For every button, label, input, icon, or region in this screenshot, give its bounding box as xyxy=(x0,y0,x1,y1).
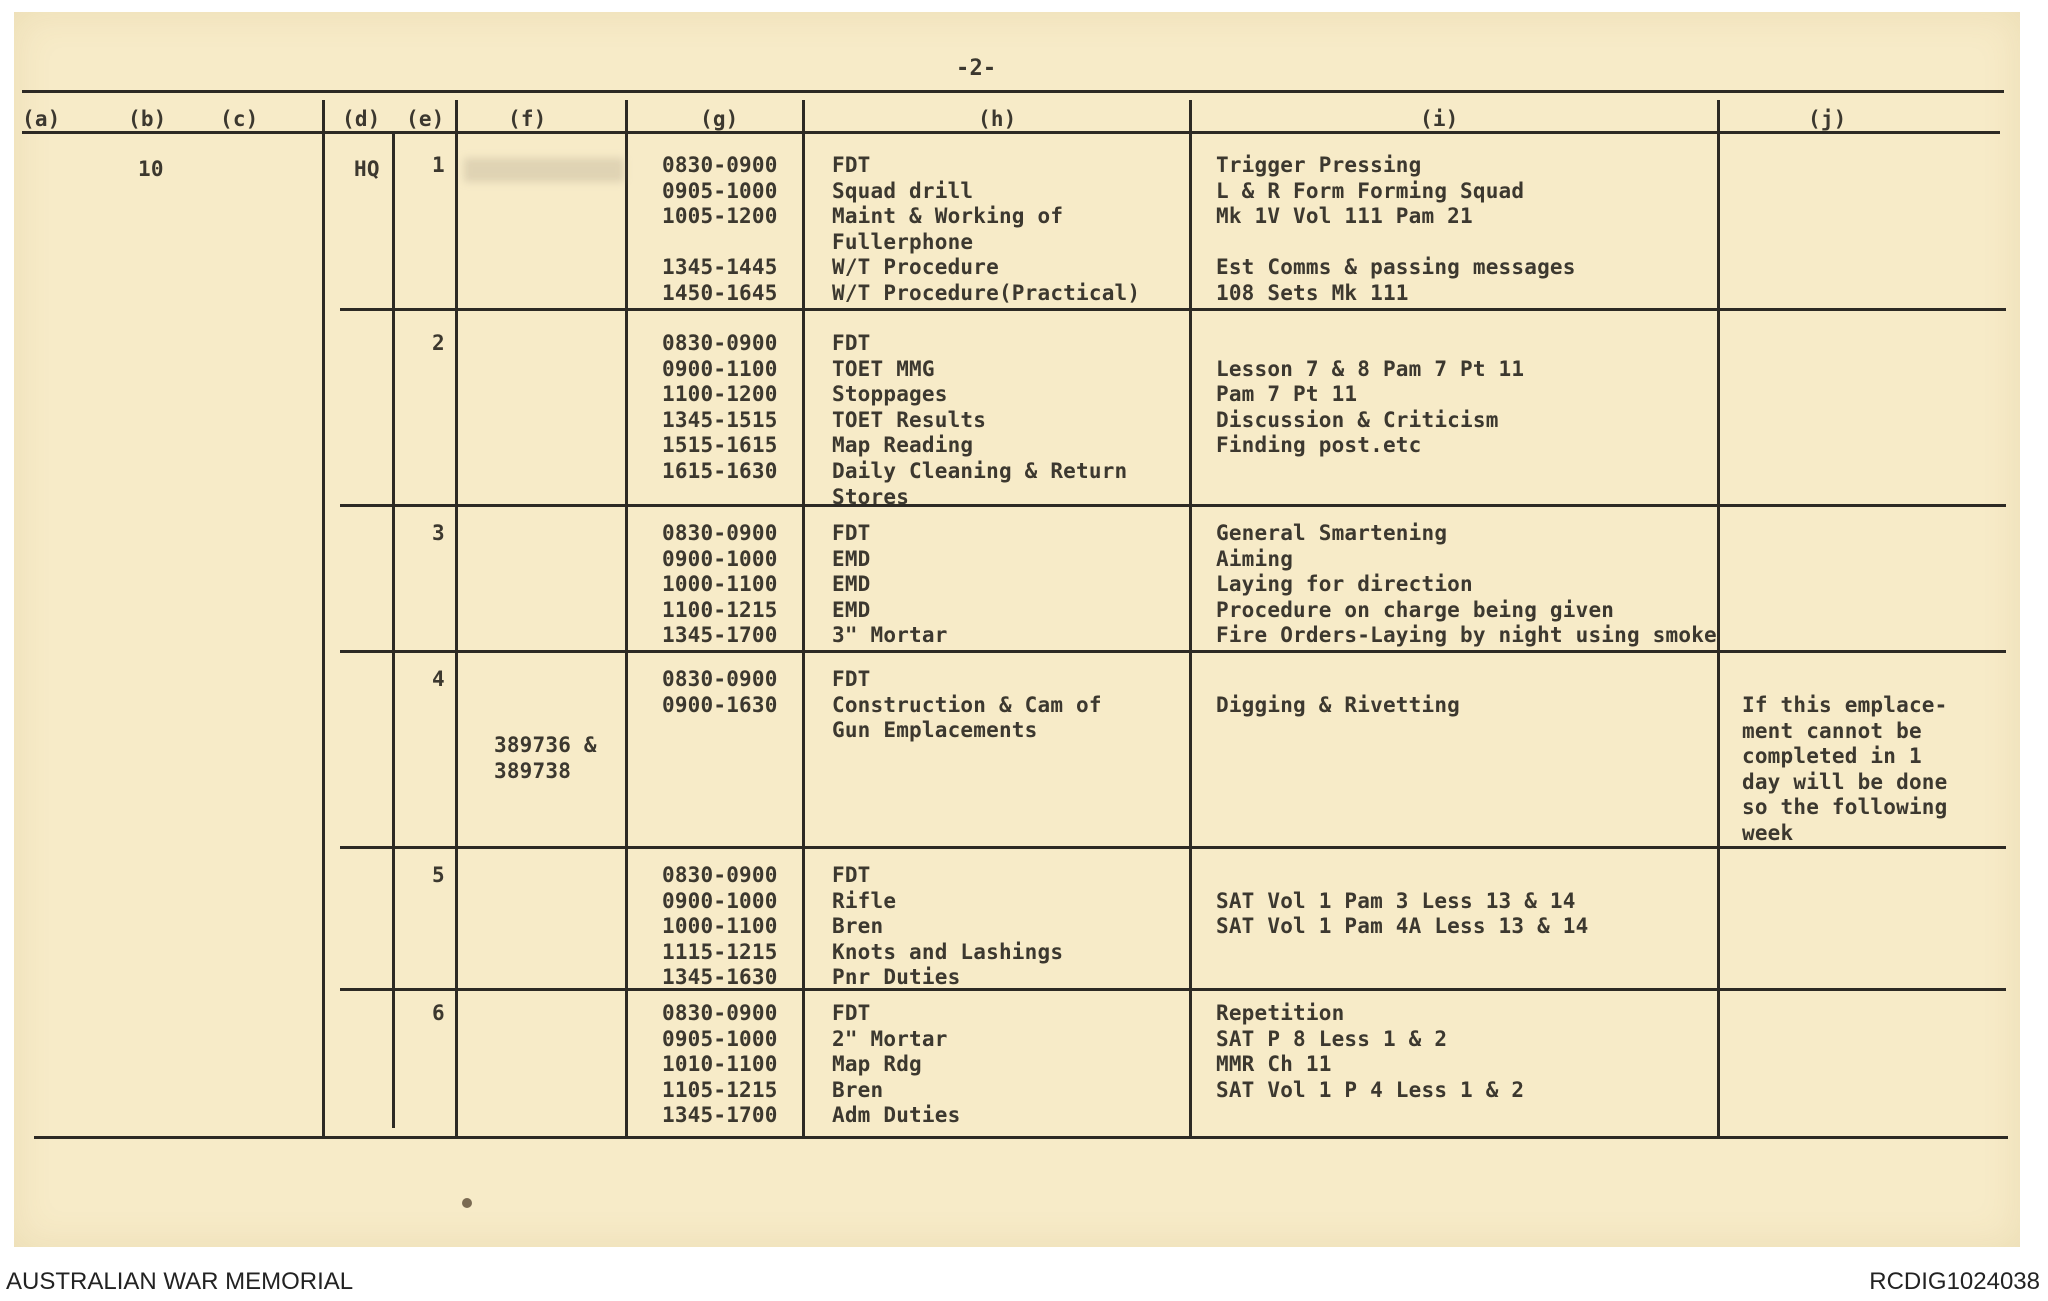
cell-g-time: 0830-0900 xyxy=(662,521,778,545)
cell-j-remark: so the following xyxy=(1742,795,1948,820)
cell-i-reference: Finding post.etc xyxy=(1216,433,1422,458)
cell-h-subject: Pnr Duties xyxy=(832,965,961,990)
cell-i-reference: MMR Ch 11 xyxy=(1216,1052,1332,1077)
cell-h-subject: Adm Duties xyxy=(832,1103,961,1128)
table-bottom-rule xyxy=(34,1136,2008,1139)
cell-e-day-3: 3 xyxy=(432,521,445,545)
cell-i-reference: Aiming xyxy=(1216,546,1294,571)
cell-h-subject: FDT xyxy=(832,863,871,887)
col-rule-f-g xyxy=(625,100,628,1138)
cell-g-time: 1010-1100 xyxy=(662,1052,778,1077)
cell-h-subject: FDT xyxy=(832,331,871,355)
cell-g-time: 1345-1700 xyxy=(662,1103,778,1128)
cell-h-subject: Bren xyxy=(832,914,884,939)
cell-i-reference: Discussion & Criticism xyxy=(1216,407,1499,432)
cell-e-day-2: 2 xyxy=(432,331,445,355)
cell-h-subject: Bren xyxy=(832,1077,884,1102)
header-top-rule xyxy=(22,90,2004,93)
cell-j-remark: week xyxy=(1742,821,1794,845)
col-rule-h-i xyxy=(1189,100,1192,1138)
cell-g-time: 1105-1215 xyxy=(662,1077,778,1102)
cell-j-remark: completed in 1 xyxy=(1742,744,1922,769)
cell-g-time: 0900-1000 xyxy=(662,888,778,913)
day-separator-4 xyxy=(340,846,2006,849)
cell-g-time: 1005-1200 xyxy=(662,204,778,229)
cell-g-time: 1000-1100 xyxy=(662,572,778,597)
column-header-c: (c) xyxy=(220,107,259,131)
cell-g-time: 1450-1645 xyxy=(662,281,778,305)
cell-e-day-1: 1 xyxy=(432,153,445,177)
cell-g-time: 1115-1215 xyxy=(662,939,778,964)
cell-h-subject: W/T Procedure xyxy=(832,255,999,280)
cell-h-subject: Knots and Lashings xyxy=(832,939,1064,964)
cell-g-time: 0905-1000 xyxy=(662,1026,778,1051)
cell-h-subject: FDT xyxy=(832,1001,871,1025)
cell-h-subject: Squad drill xyxy=(832,178,974,203)
cell-i-reference: Mk 1V Vol 111 Pam 21 xyxy=(1216,204,1473,229)
cell-i-reference: SAT Vol 1 Pam 3 Less 13 & 14 xyxy=(1216,888,1576,913)
cell-i-reference: Fire Orders-Laying by night using smoke xyxy=(1216,623,1717,648)
cell-h-subject: EMD xyxy=(832,597,871,622)
cell-i-reference: General Smartening xyxy=(1216,521,1448,545)
cell-h-subject: W/T Procedure(Practical) xyxy=(832,281,1141,305)
footer-archive: AUSTRALIAN WAR MEMORIAL xyxy=(6,1268,354,1295)
cell-g-time: 0900-1100 xyxy=(662,356,778,381)
cell-h-subject: 3" Mortar xyxy=(832,623,948,648)
cell-g-time: 0830-0900 xyxy=(662,331,778,355)
redacted-mark xyxy=(464,158,624,182)
cell-i-reference: Repetition xyxy=(1216,1001,1345,1025)
cell-i-reference: Est Comms & passing messages xyxy=(1216,255,1576,280)
cell-g-time: 1345-1515 xyxy=(662,407,778,432)
cell-e-day-6: 6 xyxy=(432,1001,445,1025)
cell-f-line: 389738 xyxy=(494,758,572,783)
column-header-g: (g) xyxy=(700,107,739,131)
page-number: -2- xyxy=(956,56,997,81)
cell-i-reference: SAT P 8 Less 1 & 2 xyxy=(1216,1026,1448,1051)
day-separator-2 xyxy=(340,504,2006,507)
cell-i-reference: 108 Sets Mk 111 xyxy=(1216,281,1409,305)
col-rule-e-f xyxy=(455,100,458,1138)
day-separator-3 xyxy=(340,650,2006,653)
cell-i-reference: SAT Vol 1 Pam 4A Less 13 & 14 xyxy=(1216,914,1589,939)
cell-h-subject: FDT xyxy=(832,153,871,177)
cell-h-subject: Construction & Cam of xyxy=(832,692,1102,717)
cell-e-day-4: 4 xyxy=(432,667,445,691)
column-header-b: (b) xyxy=(128,107,167,131)
cell-i-reference: Pam 7 Pt 11 xyxy=(1216,382,1358,407)
cell-h-subject: EMD xyxy=(832,572,871,597)
cell-h-subject: FDT xyxy=(832,521,871,545)
paper-blemish xyxy=(462,1198,472,1208)
col-rule-g-h xyxy=(802,100,805,1138)
cell-g-time: 1345-1445 xyxy=(662,255,778,280)
cell-g-time: 0900-1000 xyxy=(662,546,778,571)
column-header-e: (e) xyxy=(406,107,445,131)
col-rule-i-j xyxy=(1717,100,1720,1138)
cell-h-subject: Gun Emplacements xyxy=(832,718,1038,743)
cell-j-remark: day will be done xyxy=(1742,769,1948,794)
cell-h-subject: FDT xyxy=(832,667,871,691)
cell-g-time: 0900-1630 xyxy=(662,692,778,717)
cell-h-subject: Daily Cleaning & Return xyxy=(832,459,1128,483)
cell-h-subject: Map Rdg xyxy=(832,1052,922,1077)
cell-h-subject: Stores xyxy=(832,484,910,509)
cell-h-subject: 2" Mortar xyxy=(832,1026,948,1051)
column-header-j: (j) xyxy=(1808,107,1847,131)
column-header-a: (a) xyxy=(22,107,61,131)
cell-g-time: 0830-0900 xyxy=(662,1001,778,1025)
cell-i-reference: SAT Vol 1 P 4 Less 1 & 2 xyxy=(1216,1077,1525,1102)
day-separator-5 xyxy=(340,988,2006,991)
column-header-h: (h) xyxy=(978,107,1017,131)
cell-g-time: 1100-1200 xyxy=(662,382,778,407)
cell-g-time: 0830-0900 xyxy=(662,863,778,887)
cell-i-reference: Trigger Pressing xyxy=(1216,153,1422,177)
column-header-d: (d) xyxy=(342,107,381,131)
cell-g-time: 1615-1630 xyxy=(662,459,778,483)
footer-record-id: RCDIG1024038 xyxy=(1869,1268,2040,1295)
cell-h-subject: Rifle xyxy=(832,888,897,913)
cell-i-reference: Procedure on charge being given xyxy=(1216,597,1615,622)
cell-h-subject: EMD xyxy=(832,546,871,571)
cell-i-reference: Digging & Rivetting xyxy=(1216,692,1461,717)
cell-h-subject: TOET Results xyxy=(832,407,987,432)
cell-e-day-5: 5 xyxy=(432,863,445,887)
cell-g-time: 1345-1630 xyxy=(662,965,778,990)
col-rule-d-e xyxy=(392,132,395,1128)
cell-h-subject: TOET MMG xyxy=(832,356,935,381)
cell-h-subject: Map Reading xyxy=(832,433,974,458)
cell-i-reference: Laying for direction xyxy=(1216,572,1473,597)
cell-j-remark: If this emplace- xyxy=(1742,693,1948,717)
cell-b: 10 xyxy=(138,157,164,181)
cell-i-reference: L & R Form Forming Squad xyxy=(1216,178,1525,203)
cell-g-time: 1000-1100 xyxy=(662,914,778,939)
column-header-i: (i) xyxy=(1420,107,1459,131)
cell-g-time: 0830-0900 xyxy=(662,667,778,691)
cell-i-reference: Lesson 7 & 8 Pam 7 Pt 11 xyxy=(1216,356,1525,381)
cell-g-time: 0905-1000 xyxy=(662,178,778,203)
cell-f-line: 389736 & xyxy=(494,733,597,757)
cell-d: HQ xyxy=(354,157,380,181)
cell-g-time: 1515-1615 xyxy=(662,433,778,458)
cell-h-subject: Fullerphone xyxy=(832,229,974,254)
cell-g-time: 1100-1215 xyxy=(662,597,778,622)
day-separator-1 xyxy=(340,308,2006,311)
cell-g-time: 1345-1700 xyxy=(662,623,778,648)
cell-h-subject: Stoppages xyxy=(832,382,948,407)
col-rule-c-d xyxy=(322,100,325,1138)
cell-g-time: 0830-0900 xyxy=(662,153,778,177)
column-header-f: (f) xyxy=(508,107,547,131)
cell-h-subject: Maint & Working of xyxy=(832,204,1064,229)
cell-j-remark: ment cannot be xyxy=(1742,718,1922,743)
